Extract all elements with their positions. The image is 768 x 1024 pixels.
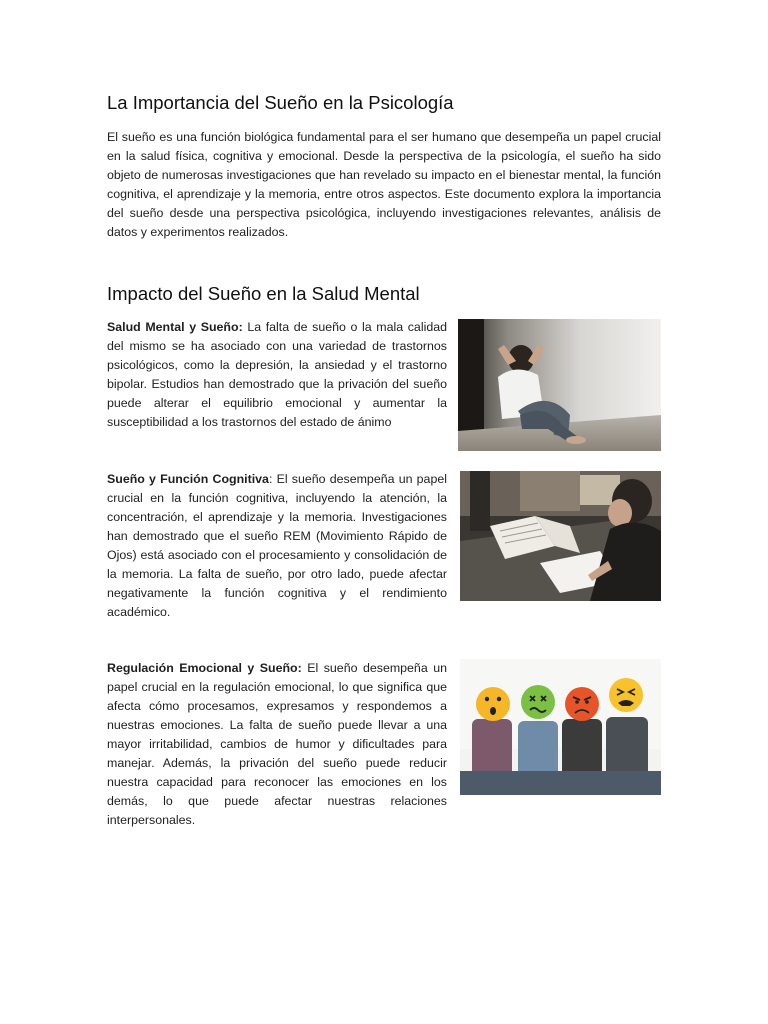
block-text: La falta de sueño o la mala calidad del mismo se ha asociado con una variedad de trastornos psicológicos, como la depresión, la ansiedad y el trastorno bipolar. Estudios han demostrado que la privación del sueño puede alterar el equilibrio emocional y aumentar la susceptibilidad a los trastornos del estado de ánimo: [107, 320, 447, 429]
block-paragraph: [107, 659, 447, 830]
document-title: La Importancia del Sueño en la Psicología: [107, 92, 454, 113]
block-text: : El sueño desempeña un papel crucial en la función cognitiva, incluyendo la atención, la concentración, el aprendizaje y la memoria. Investigaciones han demostrado que el sueño REM (Movimiento Rápido de Ojos) está asociado con el procesamiento y consolidación de la memoria. La falta de sueño, por otro lado, puede afectar negativamente la función cognitiva y el rendimiento académico.: [107, 472, 447, 619]
section-block-mental-health: [107, 318, 661, 453]
section-block-emotional-regulation: [107, 659, 661, 834]
block-heading: Regulación Emocional y Sueño:: [107, 661, 302, 675]
block-heading: Sueño y Función Cognitiva: [107, 472, 269, 486]
intro-paragraph: El sueño es una función biológica fundamental para el ser humano que desempeña un papel crucial en la salud física, cognitiva y emocional. Desde la perspectiva de la psicología, el sueño ha sido objeto de numerosas investigaciones que han revelado su impacto en el bienestar mental, la función cognitiva, el aprendizaje y la memoria, entre otros aspectos. Este documento explora la importancia del sueño desde una perspectiva psicológica, incluyendo investigaciones relevantes, análisis de datos y experimentos realizados.: [107, 130, 661, 239]
block-paragraph: [107, 318, 447, 432]
distressed-person-photo: [458, 319, 661, 451]
section-title: Impacto del Sueño en la Salud Mental: [107, 283, 420, 304]
section-block-cognitive-function: [107, 470, 661, 620]
emoji-faces-photo: [460, 659, 661, 795]
student-studying-photo: [460, 471, 661, 601]
block-text: El sueño desempeña un papel crucial en la regulación emocional, lo que significa que afecta cómo procesamos, expresamos y respondemos a nuestras emociones. La falta de sueño puede llevar a una mayor irritabilidad, cambios de humor y dificultades para manejar. Además, la privación del sueño puede reducir nuestra capacidad para reconocer las emociones en los demás, lo que puede afectar nuestras relaciones interpersonales.: [107, 661, 447, 827]
block-heading: Salud Mental y Sueño:: [107, 320, 243, 334]
block-paragraph: [107, 470, 447, 622]
